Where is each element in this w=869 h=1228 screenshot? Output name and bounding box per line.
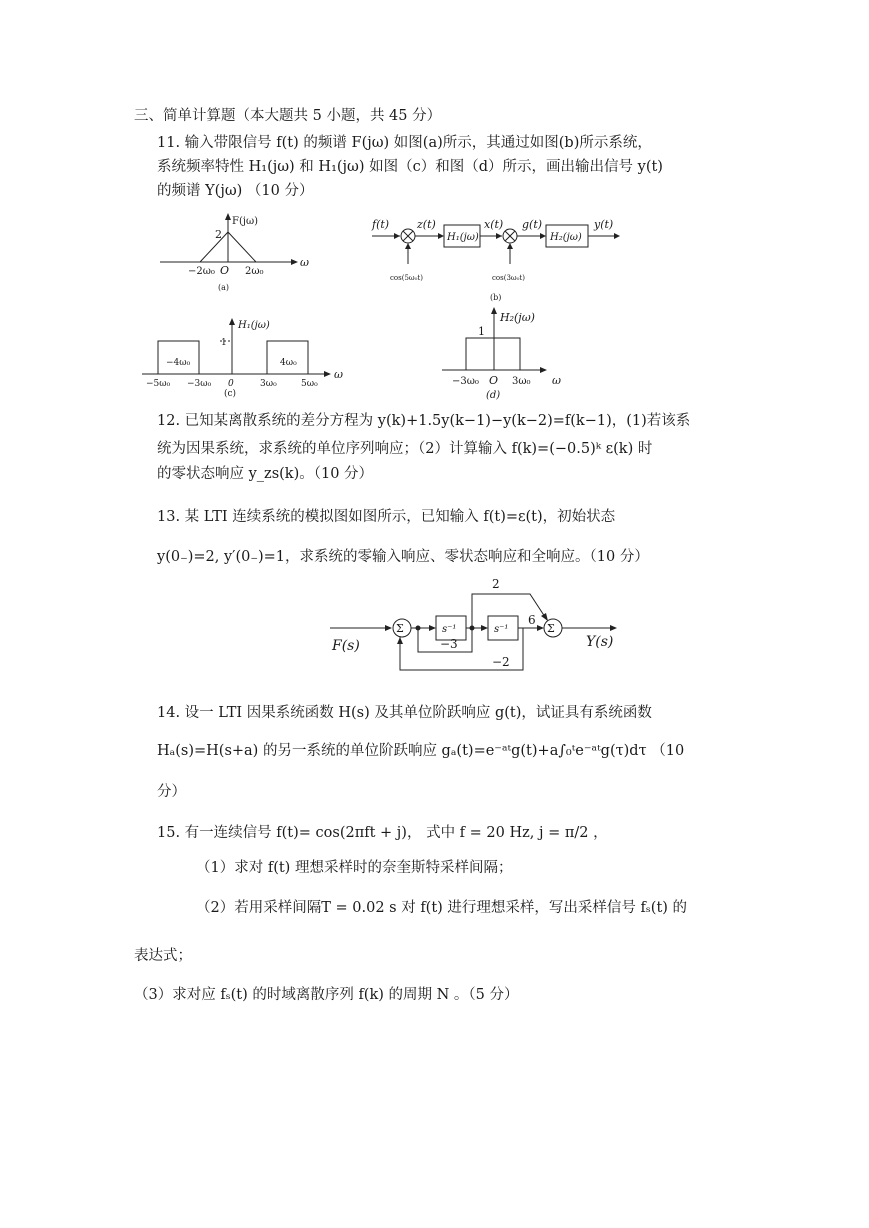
q11-line1: 11. 输入带限信号 f(t) 的频谱 F(jω) 如图(a)所示，其通过如图(b)所示系统， bbox=[157, 135, 652, 151]
fig-c-tick-5: 5ω₀ bbox=[301, 379, 318, 389]
section-title: 三、简单计算题（本大题共 5 小题，共 45 分） bbox=[134, 108, 442, 124]
q13-fb2: −2 bbox=[492, 655, 510, 669]
figure-b bbox=[372, 214, 632, 304]
fig-c-tick-3: 0 bbox=[228, 379, 234, 389]
fig-b-h1: H₁(jω) bbox=[447, 232, 479, 243]
q13-sum-1: Σ bbox=[396, 622, 404, 635]
q13-integrator-1-label: s⁻¹ bbox=[442, 624, 457, 635]
q15-line3: （2）若用采样间隔T = 0.02 s 对 f(t) 进行理想采样，写出采样信号 fₛ(t) 的 bbox=[196, 900, 688, 916]
q13-gain-out: 6 bbox=[528, 613, 536, 627]
q14-line2: Hₐ(s)=H(s+a) 的另一系统的单位阶跃响应 gₐ(t)=e⁻ᵃᵗg(t)+a∫₀ᵗe⁻ᵃᵗg(τ)dτ （10 bbox=[157, 743, 685, 759]
fig-c-ylabel: H₁(jω) bbox=[238, 320, 270, 331]
q15-line1: 15. 有一连续信号 f(t)= cos(2πft + j)， 式中 f = 20 Hz, j = π/2 ， bbox=[157, 825, 608, 841]
fig-c-pulse-right-label: 4ω₀ bbox=[280, 358, 297, 368]
fig-b-cos2: cos(3ω₀t) bbox=[492, 274, 525, 282]
fig-d-tick-left: −3ω₀ bbox=[452, 376, 479, 387]
fig-c-level: 1 bbox=[221, 338, 227, 348]
q14-line3: 分） bbox=[157, 784, 186, 800]
figure-d bbox=[442, 306, 572, 401]
fig-b-g: g(t) bbox=[522, 218, 543, 231]
q13-block-diagram bbox=[330, 576, 630, 676]
fig-b-caption: (b) bbox=[490, 293, 502, 302]
fig-c-xlabel: ω bbox=[334, 368, 343, 381]
fig-b-z: z(t) bbox=[417, 218, 436, 231]
fig-c-pulse-left-label: −4ω₀ bbox=[166, 358, 191, 368]
q13-gain-top: 2 bbox=[492, 577, 500, 591]
fig-c-caption: (c) bbox=[224, 389, 237, 399]
q13-fb1: −3 bbox=[440, 637, 458, 651]
q13-integrator-2-label: s⁻¹ bbox=[494, 624, 509, 635]
fig-a-tick-right: 2ω₀ bbox=[245, 266, 264, 277]
fig-c-tick-1: −5ω₀ bbox=[146, 379, 171, 389]
q13-output: Y(s) bbox=[586, 634, 614, 650]
q13-sum-2: Σ bbox=[547, 622, 555, 635]
fig-c-tick-2: −3ω₀ bbox=[187, 379, 212, 389]
q12-line1: 12. 已知某离散系统的差分方程为 y(k)+1.5y(k−1)−y(k−2)=f(k−1)，(1)若该系 bbox=[157, 413, 691, 429]
fig-b-cos1: cos(5ω₀t) bbox=[390, 274, 423, 282]
fig-b-x: x(t) bbox=[484, 218, 504, 231]
fig-a-ylabel: F(jω) bbox=[232, 216, 258, 227]
fig-a-origin: O bbox=[220, 264, 230, 277]
q14-line1: 14. 设一 LTI 因果系统函数 H(s) 及其单位阶跃响应 g(t)，试证具有系统函数 bbox=[157, 705, 652, 721]
q13-line2: y(0₋)=2, y′(0₋)=1，求系统的零输入响应、零状态响应和全响应。（10 分） bbox=[157, 549, 649, 565]
fig-a-caption: (a) bbox=[218, 283, 230, 292]
fig-a-xlabel: ω bbox=[300, 256, 309, 269]
fig-d-ylabel: H₂(jω) bbox=[500, 311, 535, 324]
fig-d-origin: O bbox=[489, 374, 499, 387]
fig-d-caption: (d) bbox=[486, 390, 501, 401]
fig-a-peak: 2 bbox=[215, 228, 222, 241]
fig-c-tick-4: 3ω₀ bbox=[260, 379, 277, 389]
fig-b-in: f(t) bbox=[372, 218, 390, 231]
fig-b-h2: H₂(jω) bbox=[550, 232, 582, 243]
q12-line2: 统为因果系统，求系统的单位序列响应；（2）计算输入 f(k)=(−0.5)ᵏ ε(k) 时 bbox=[157, 441, 653, 457]
q11-line3: 的频谱 Y(jω) （10 分） bbox=[157, 183, 314, 199]
fig-b-out: y(t) bbox=[594, 218, 614, 231]
q13-line1: 13. 某 LTI 连续系统的模拟图如图所示，已知输入 f(t)=ε(t)，初始状态 bbox=[157, 509, 616, 525]
q15-line4: 表达式； bbox=[134, 948, 192, 964]
q13-input: F(s) bbox=[332, 638, 360, 654]
figure-a bbox=[160, 212, 309, 292]
fig-d-pulse bbox=[466, 338, 520, 370]
fig-a-tick-left: −2ω₀ bbox=[188, 266, 215, 277]
fig-d-level: 1 bbox=[478, 325, 485, 338]
fig-d-tick-right: 3ω₀ bbox=[512, 376, 531, 387]
q11-line2: 系统频率特性 H₁(jω) 和 H₁(jω) 如图（c）和图（d）所示，画出输出信号 y(t) bbox=[157, 159, 663, 175]
figure-c bbox=[142, 316, 352, 399]
q12-line3: 的零状态响应 y_zs(k)。（10 分） bbox=[157, 466, 374, 482]
q15-line5: （3）求对应 fₛ(t) 的时域离散序列 f(k) 的周期 N 。（5 分） bbox=[134, 987, 519, 1003]
fig-d-xlabel: ω bbox=[552, 374, 561, 387]
q15-line2: （1）求对 f(t) 理想采样时的奈奎斯特采样间隔； bbox=[196, 860, 513, 876]
